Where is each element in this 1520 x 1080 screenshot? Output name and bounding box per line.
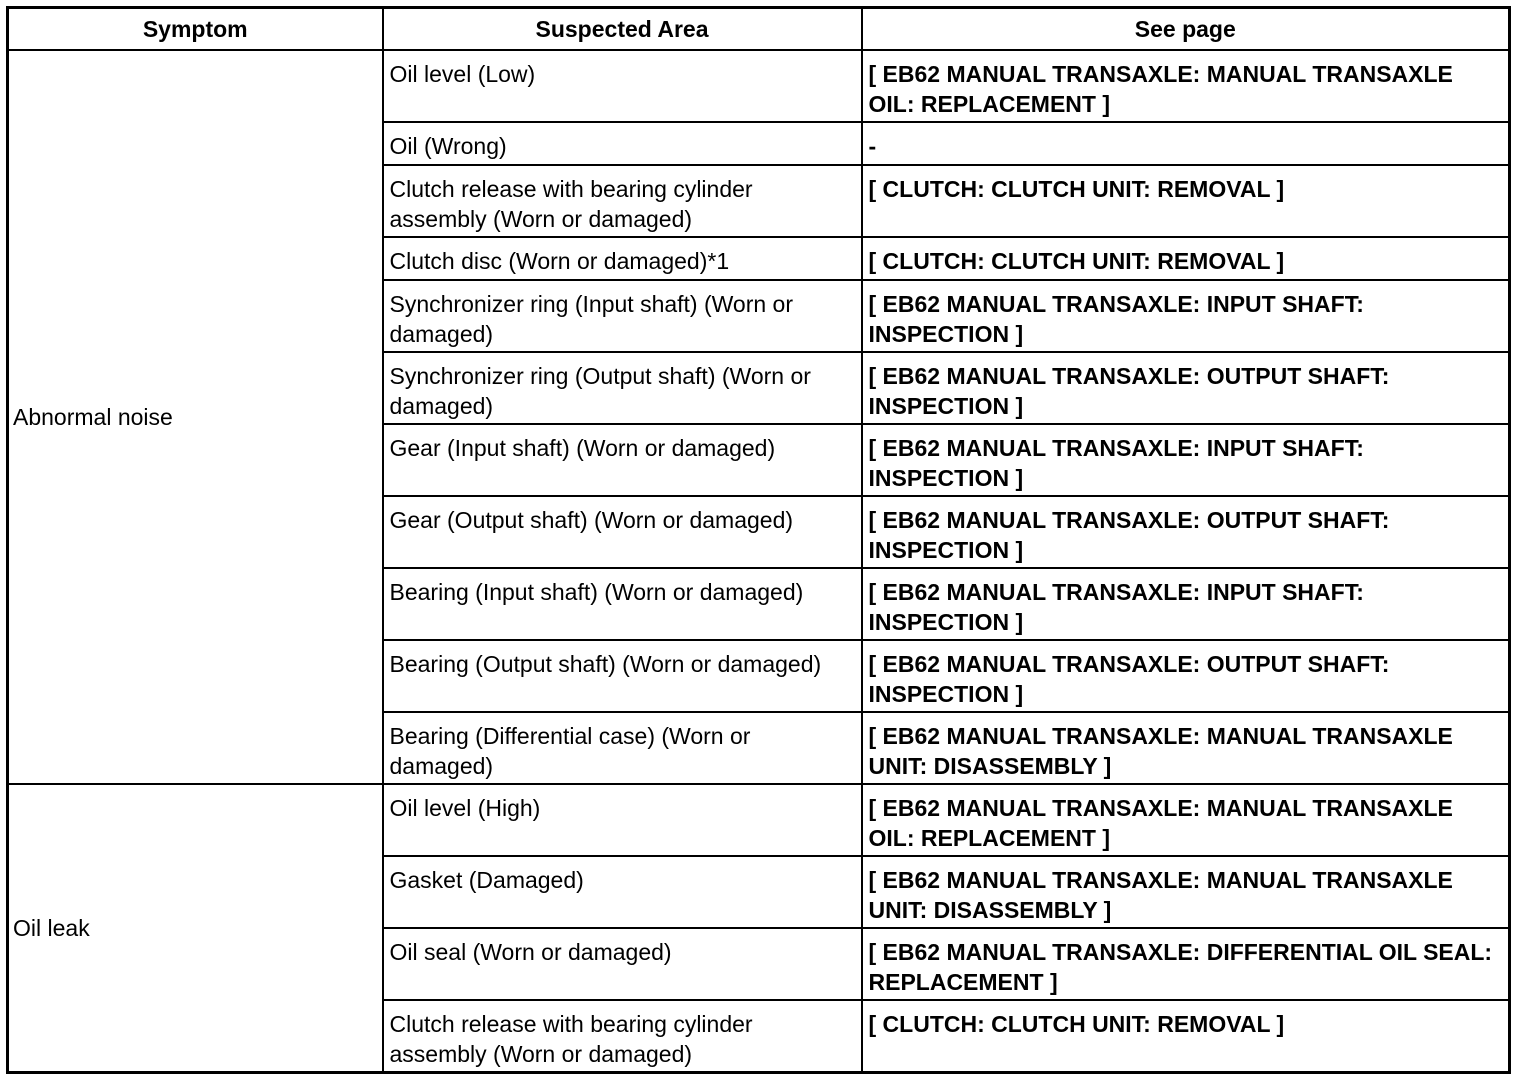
see-page-cell: [ CLUTCH: CLUTCH UNIT: REMOVAL ]	[862, 1000, 1510, 1073]
see-page-cell: [ EB62 MANUAL TRANSAXLE: MANUAL TRANSAXLE UNIT: DISASSEMBLY ]	[862, 856, 1510, 928]
see-page-cell: [ EB62 MANUAL TRANSAXLE: MANUAL TRANSAXLE OIL: REPLACEMENT ]	[862, 50, 1510, 122]
suspected-area-cell: Synchronizer ring (Input shaft) (Worn or damaged)	[383, 280, 862, 352]
see-page-cell: [ EB62 MANUAL TRANSAXLE: MANUAL TRANSAXLE UNIT: DISASSEMBLY ]	[862, 712, 1510, 784]
see-page-cell: [ EB62 MANUAL TRANSAXLE: OUTPUT SHAFT: INSPECTION ]	[862, 352, 1510, 424]
suspected-area-cell: Oil level (High)	[383, 784, 862, 856]
see-page-cell: -	[862, 122, 1510, 165]
see-page-cell: [ EB62 MANUAL TRANSAXLE: INPUT SHAFT: INSPECTION ]	[862, 280, 1510, 352]
see-page-cell: [ EB62 MANUAL TRANSAXLE: INPUT SHAFT: INSPECTION ]	[862, 568, 1510, 640]
suspected-area-cell: Oil (Wrong)	[383, 122, 862, 165]
see-page-cell: [ CLUTCH: CLUTCH UNIT: REMOVAL ]	[862, 237, 1510, 280]
suspected-area-cell: Synchronizer ring (Output shaft) (Worn or damaged)	[383, 352, 862, 424]
suspected-area-cell: Bearing (Differential case) (Worn or damaged)	[383, 712, 862, 784]
header-suspected-area: Suspected Area	[383, 8, 862, 50]
suspected-area-cell: Clutch disc (Worn or damaged)*1	[383, 237, 862, 280]
table-row	[8, 50, 1510, 122]
symptom-cell: Oil leak	[8, 784, 383, 1073]
see-page-cell: [ EB62 MANUAL TRANSAXLE: OUTPUT SHAFT: INSPECTION ]	[862, 640, 1510, 712]
symptom-cell: Abnormal noise	[8, 50, 383, 784]
suspected-area-cell: Clutch release with bearing cylinder assembly (Worn or damaged)	[383, 165, 862, 237]
header-see-page: See page	[862, 8, 1510, 50]
suspected-area-cell: Bearing (Output shaft) (Worn or damaged)	[383, 640, 862, 712]
troubleshooting-table	[6, 6, 1511, 1074]
see-page-cell: [ EB62 MANUAL TRANSAXLE: OUTPUT SHAFT: INSPECTION ]	[862, 496, 1510, 568]
suspected-area-cell: Gear (Input shaft) (Worn or damaged)	[383, 424, 862, 496]
see-page-cell: [ EB62 MANUAL TRANSAXLE: MANUAL TRANSAXLE OIL: REPLACEMENT ]	[862, 784, 1510, 856]
suspected-area-cell: Bearing (Input shaft) (Worn or damaged)	[383, 568, 862, 640]
suspected-area-cell: Clutch release with bearing cylinder assembly (Worn or damaged)	[383, 1000, 862, 1073]
see-page-cell: [ EB62 MANUAL TRANSAXLE: DIFFERENTIAL OIL SEAL: REPLACEMENT ]	[862, 928, 1510, 1000]
see-page-cell: [ CLUTCH: CLUTCH UNIT: REMOVAL ]	[862, 165, 1510, 237]
suspected-area-cell: Oil seal (Worn or damaged)	[383, 928, 862, 1000]
header-row	[8, 8, 1510, 50]
suspected-area-cell: Oil level (Low)	[383, 50, 862, 122]
header-symptom: Symptom	[8, 8, 383, 50]
suspected-area-cell: Gasket (Damaged)	[383, 856, 862, 928]
suspected-area-cell: Gear (Output shaft) (Worn or damaged)	[383, 496, 862, 568]
table-row	[8, 784, 1510, 856]
see-page-cell: [ EB62 MANUAL TRANSAXLE: INPUT SHAFT: INSPECTION ]	[862, 424, 1510, 496]
